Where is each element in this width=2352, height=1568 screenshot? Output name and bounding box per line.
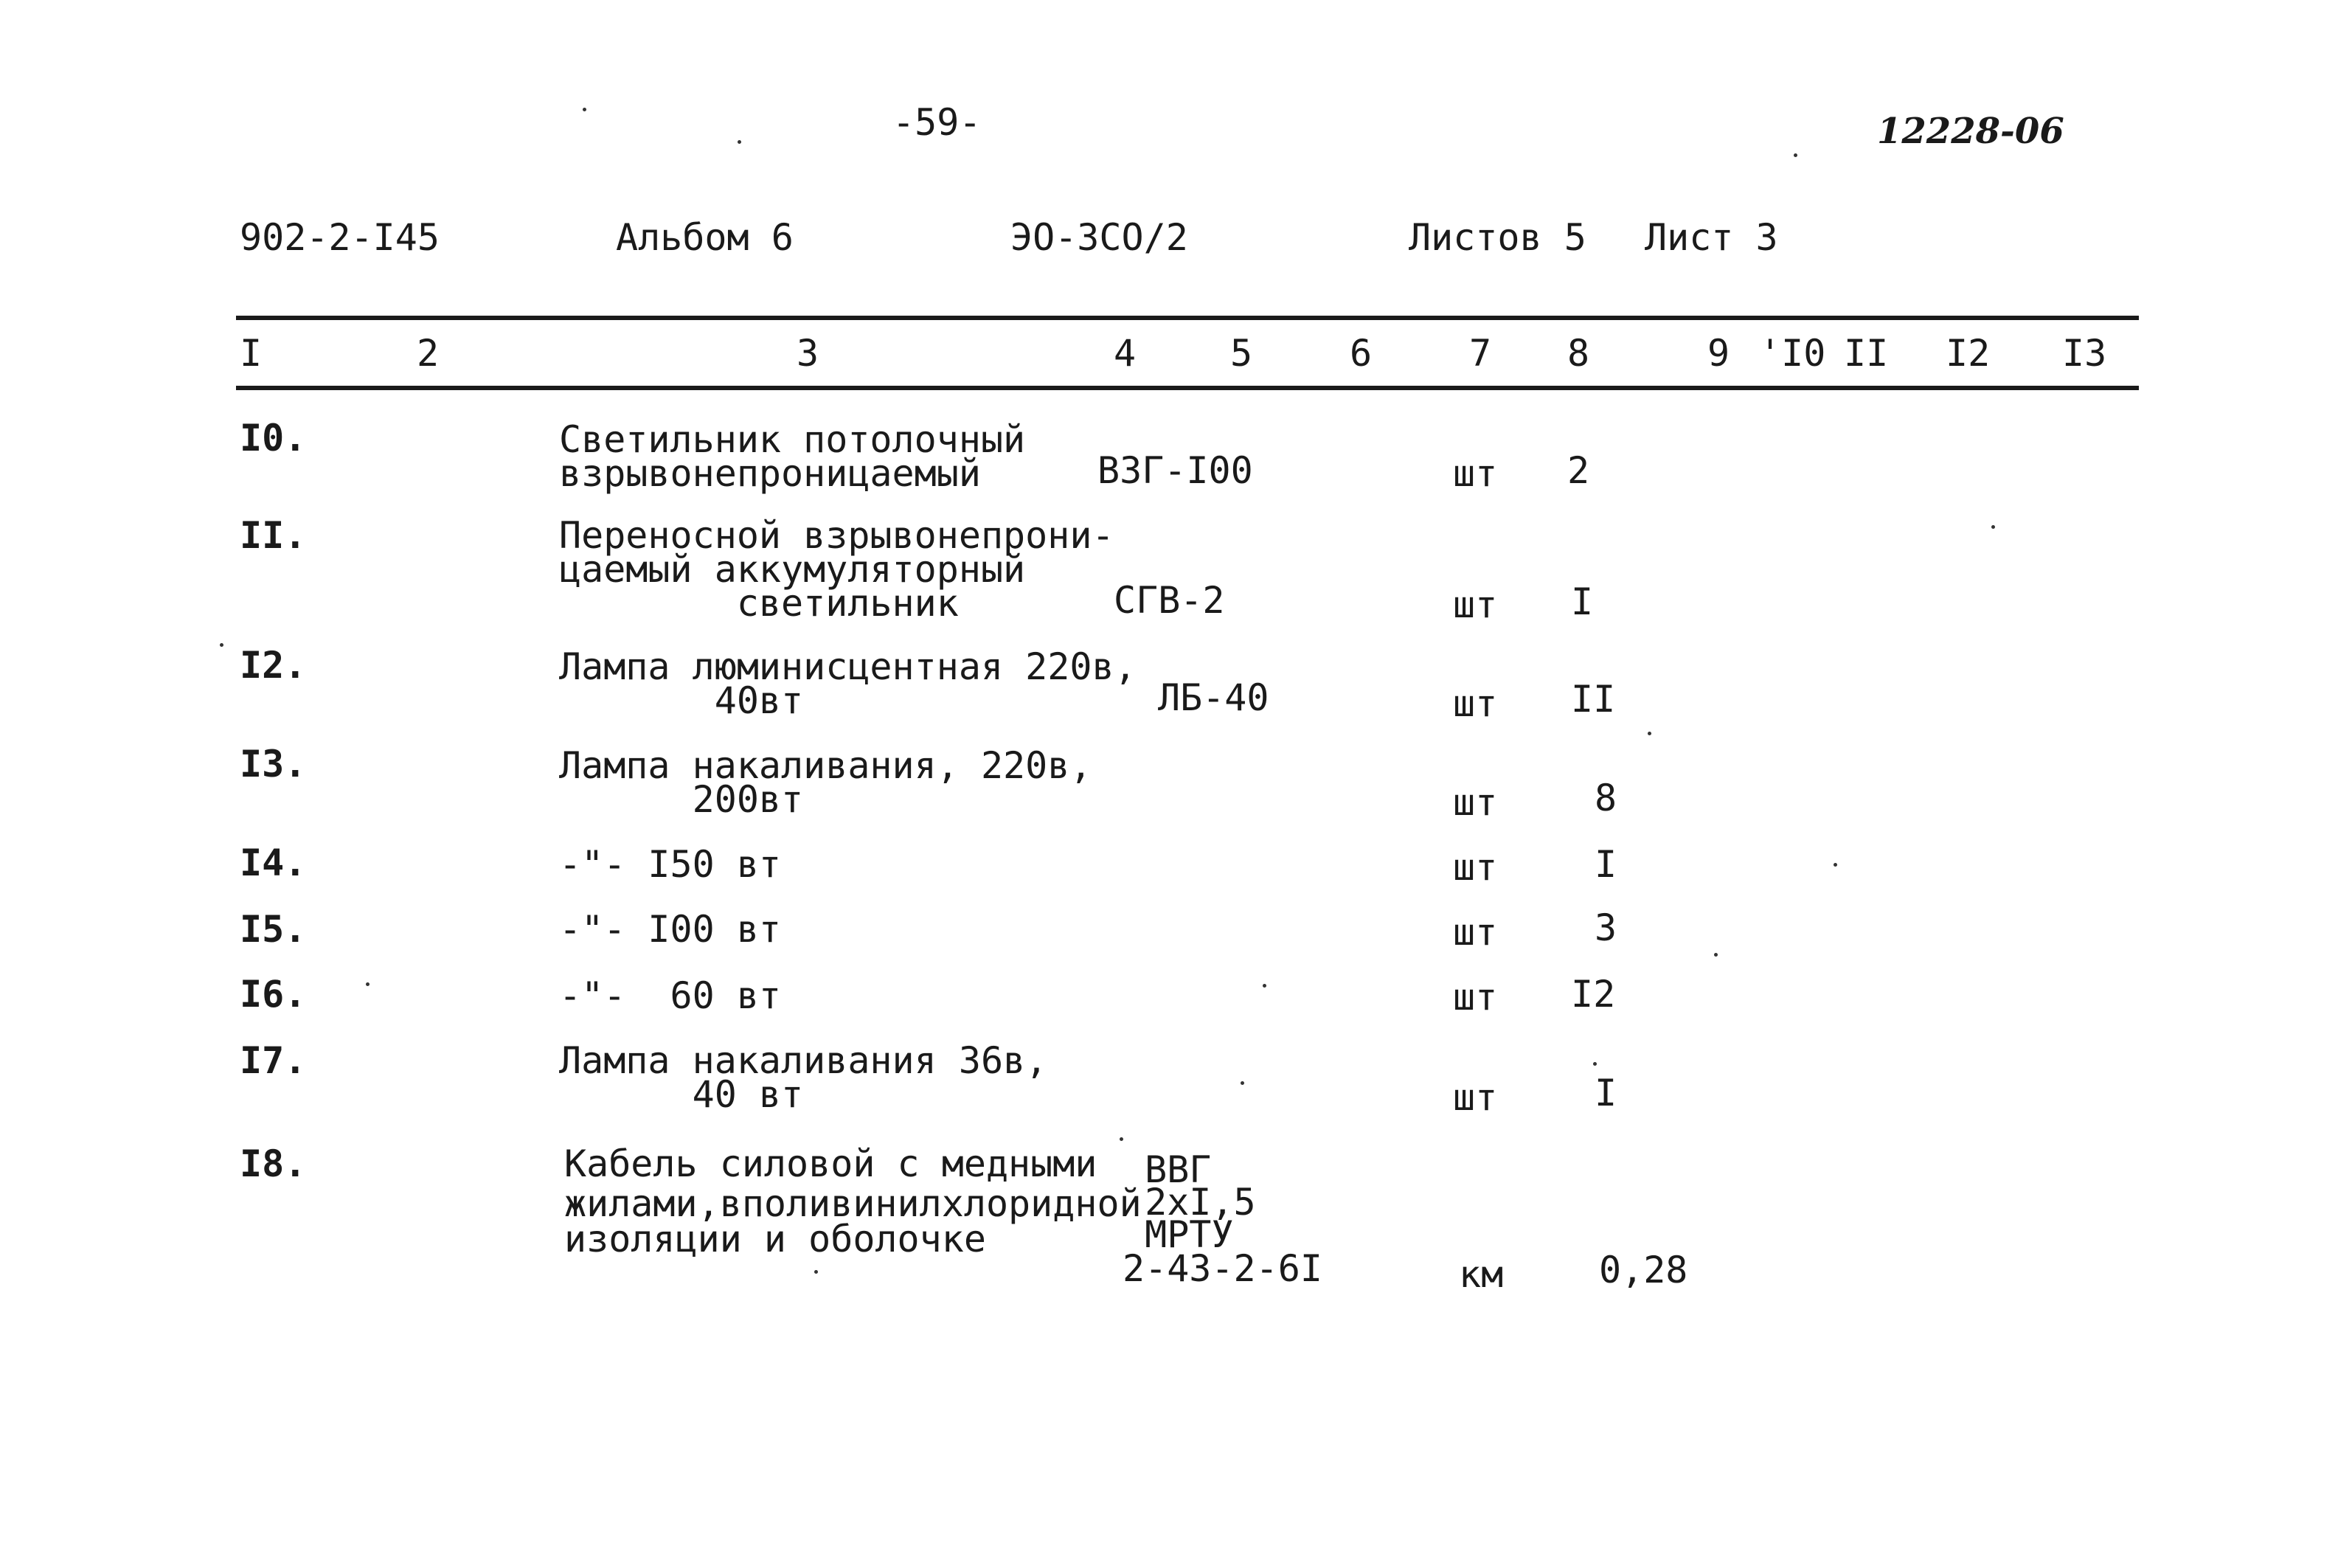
- item-type: ВЗГ-I00: [1097, 449, 1253, 492]
- item-unit: шт: [1453, 976, 1498, 1019]
- item-name-line: 40 вт: [559, 1073, 804, 1116]
- item-quantity: 3: [1595, 906, 1617, 949]
- scan-speck: [1991, 525, 1995, 529]
- item-name-line: Переносной взрывонепрони-: [559, 514, 1114, 557]
- item-unit: шт: [1453, 583, 1498, 626]
- item-name-line: Лампа люминисцентная 220в,: [559, 645, 1137, 688]
- scan-speck: [220, 643, 223, 647]
- item-unit: шт: [1453, 911, 1498, 954]
- row-number: I4.: [240, 842, 307, 884]
- item-type-line: ВВГ: [1123, 1148, 1212, 1191]
- scan-speck: [1834, 863, 1837, 867]
- column-header: 8: [1567, 332, 1590, 375]
- item-name-line: жилами,вполивинилхлоридной: [564, 1182, 1142, 1225]
- item-quantity: 8: [1595, 777, 1617, 819]
- item-name-line: Лампа накаливания, 220в,: [559, 744, 1092, 787]
- scan-speck: [583, 108, 586, 111]
- item-name-line: -"- I50 вт: [559, 843, 782, 886]
- column-header: 4: [1114, 332, 1137, 375]
- row-number: I7.: [240, 1039, 307, 1082]
- item-name-line: -"- I00 вт: [559, 908, 782, 951]
- item-type-line: 2хI,5: [1123, 1181, 1256, 1224]
- scan-speck: [1120, 1137, 1123, 1141]
- item-unit: км: [1459, 1253, 1504, 1296]
- column-header: 7: [1469, 332, 1492, 375]
- column-header: 2: [417, 332, 440, 375]
- row-number: I2.: [240, 644, 307, 687]
- row-number: I8.: [240, 1142, 307, 1185]
- row-number: I6.: [240, 973, 307, 1016]
- scan-speck: [1714, 953, 1718, 957]
- item-quantity: I: [1571, 580, 1594, 623]
- item-quantity: II: [1571, 678, 1616, 721]
- item-name-line: Светильник потолочный: [559, 418, 1026, 461]
- sheet-number: Лист 3: [1645, 216, 1778, 259]
- item-type-line: 2-43-2-6I: [1123, 1247, 1322, 1290]
- scan-speck: [1648, 732, 1651, 735]
- item-name-line: светильник: [559, 582, 959, 625]
- item-unit: шт: [1453, 452, 1498, 495]
- item-name-line: изоляции и оболочке: [564, 1218, 986, 1260]
- handwritten-reference: 12228-06: [1877, 111, 2064, 152]
- page-number: -59-: [892, 101, 982, 144]
- scan-speck: [738, 140, 741, 144]
- item-quantity: 2: [1567, 449, 1590, 492]
- scan-speck: [1593, 1062, 1597, 1066]
- item-name-line: -"- 60 вт: [559, 974, 782, 1017]
- drawing-code: ЭО-ЗСО/2: [1010, 216, 1188, 259]
- column-header: 'I0: [1759, 332, 1826, 375]
- scan-speck: [814, 1270, 818, 1274]
- doc-code: 902-2-I45: [240, 216, 440, 259]
- item-unit: шт: [1453, 682, 1498, 725]
- row-number: I3.: [240, 743, 307, 785]
- item-quantity: I: [1595, 1072, 1617, 1114]
- album-label: Альбом 6: [616, 216, 794, 259]
- column-header: 6: [1350, 332, 1373, 375]
- column-header: 9: [1707, 332, 1730, 375]
- item-name-line: 200вт: [559, 778, 804, 821]
- column-header: I3: [2062, 332, 2107, 375]
- item-type: СГВ-2: [1114, 579, 1225, 622]
- row-number: I5.: [240, 908, 307, 951]
- item-name-line: взрывонепроницаемый: [559, 452, 981, 495]
- scan-speck: [366, 982, 370, 986]
- column-header: II: [1844, 332, 1889, 375]
- item-name-line: 40вт: [559, 679, 804, 722]
- row-number: I0.: [240, 417, 307, 459]
- item-name-line: цаемый аккумуляторный: [559, 548, 1026, 591]
- item-type-line: МРТУ: [1123, 1213, 1234, 1256]
- column-header: I: [240, 332, 263, 375]
- scan-speck: [1263, 984, 1266, 988]
- item-type: ЛБ-40: [1158, 676, 1269, 719]
- item-unit: шт: [1453, 781, 1498, 824]
- scan-speck: [1241, 1081, 1244, 1085]
- item-name-line: Лампа накаливания 36в,: [559, 1039, 1048, 1082]
- item-quantity: I2: [1571, 973, 1616, 1016]
- item-unit: шт: [1453, 846, 1498, 889]
- table-header-rule: [236, 386, 2139, 390]
- scan-speck: [1794, 153, 1797, 157]
- sheets-total: Листов 5: [1409, 216, 1586, 259]
- item-quantity: 0,28: [1599, 1249, 1688, 1291]
- item-quantity: I: [1595, 843, 1617, 886]
- row-number: II.: [240, 514, 307, 557]
- item-unit: шт: [1453, 1076, 1498, 1119]
- column-header: 5: [1230, 332, 1253, 375]
- column-header: I2: [1946, 332, 1991, 375]
- column-header: 3: [797, 332, 819, 375]
- table-top-rule: [236, 316, 2139, 320]
- item-name-line: Кабель силовой с медными: [564, 1142, 1097, 1185]
